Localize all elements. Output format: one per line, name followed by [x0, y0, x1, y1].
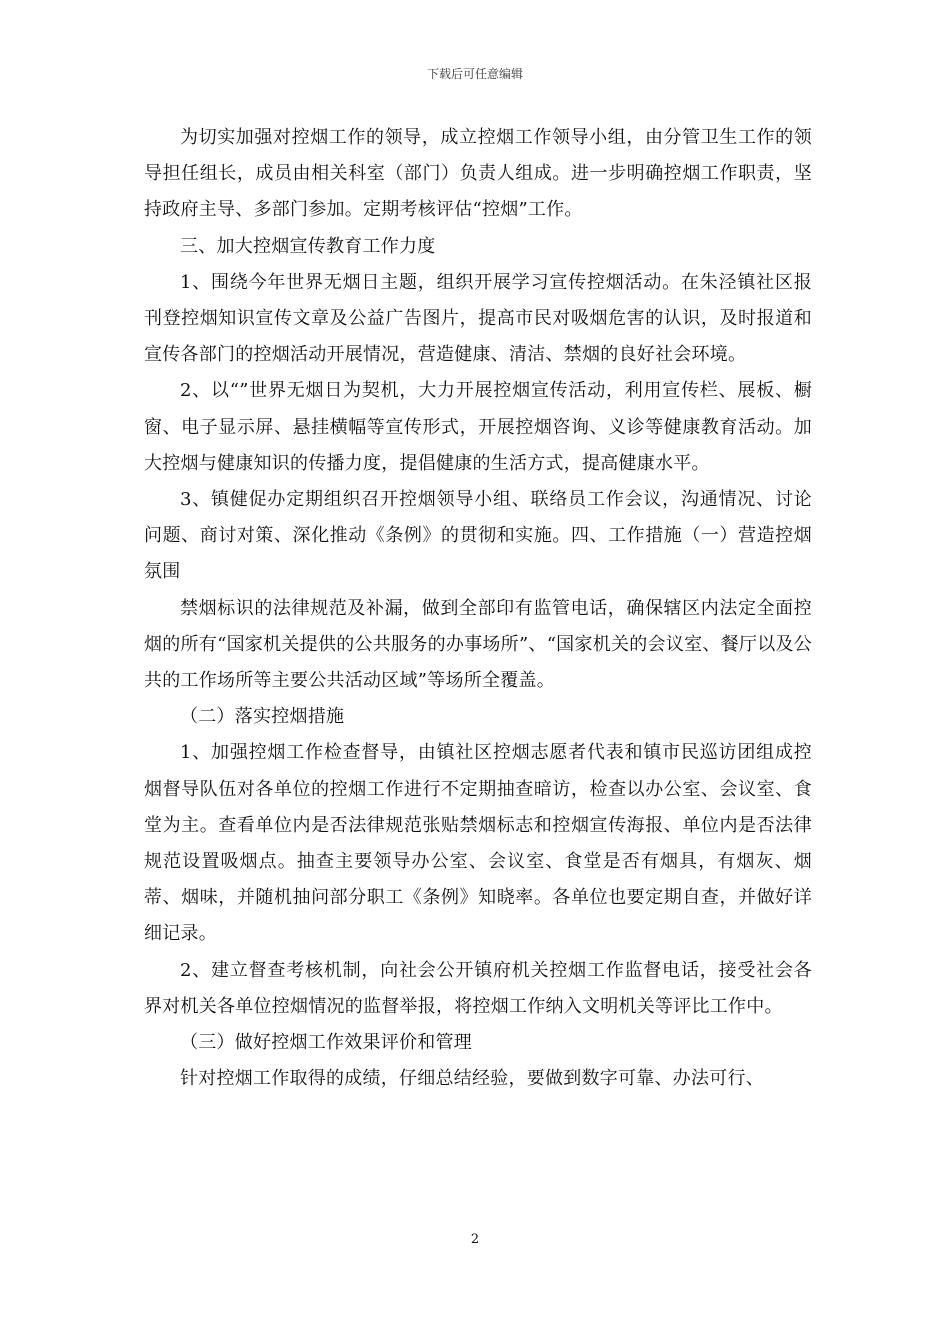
paragraph-no-smoking-signs: 禁烟标识的法律规范及补漏，做到全部印有监管电话，确保辖区内法定全面控烟的所有“国家机关提供的公共服务的办事场所”、“国家机关的会议室、餐厅以及公共的工作场所等主要公共活动区域”等场所全覆盖。: [144, 597, 812, 692]
paragraph-publicity-item-3: 3、镇健促办定期组织召开控烟领导小组、联络员工作会议，沟通情况、讨论问题、商讨对策、深化推动《条例》的贯彻和实施。四、工作措施（一）营造控烟氛围: [144, 489, 812, 583]
paragraph-measures-item-1: 1、加强控烟工作检查督导，由镇社区控烟志愿者代表和镇市民巡访团组成控烟督导队伍对各单位的控烟工作进行不定期抽查暗访，检查以办公室、会议室、食堂为主。查看单位内是否法律规范张贴禁烟标志和控烟宣传海报、单位内是否法律规范设置吸烟点。抽查主要领导办公室、会议室、食堂是否有烟具，有烟灰、烟蒂、烟味，并随机抽问部分职工《条例》知晓率。各单位也要定期自查，并做好详细记录。: [144, 742, 812, 945]
page-number: 2: [470, 1232, 480, 1247]
document-body: [144, 120, 812, 1097]
subheading-measures: （二）落实控烟措施: [180, 706, 345, 728]
section-heading-publicity: 三、加大控烟宣传教育工作力度: [180, 235, 436, 257]
paragraph-measures-item-2: 2、建立督查考核机制，向社会公开镇府机关控烟工作监督电话，接受社会各界对机关各单位控烟情况的监督举报，将控烟工作纳入文明机关等评比工作中。: [144, 959, 812, 1017]
paragraph-evaluation: 针对控烟工作取得的成绩，仔细总结经验，要做到数字可靠、办法可行、: [180, 1068, 764, 1090]
paragraph-publicity-item-1: 1、围绕今年世界无烟日主题，组织开展学习宣传控烟活动。在朱泾镇社区报刊登控烟知识宣传文章及公益广告图片，提高市民对吸烟危害的认识，及时报道和宣传各部门的控烟活动开展情况，营造健康、清洁、禁烟的良好社会环境。: [144, 271, 812, 366]
subheading-evaluation: （三）做好控烟工作效果评价和管理: [180, 1032, 472, 1054]
page-header: 下载后可任意编辑: [426, 67, 523, 81]
paragraph-leadership-group: 为切实加强对控烟工作的领导，成立控烟工作领导小组，由分管卫生工作的领导担任组长，成员由相关科室（部门）负责人组成。进一步明确控烟工作职责，坚持政府主导、多部门参加。定期考核评估“控烟”工作。: [144, 127, 812, 221]
paragraph-publicity-item-2: 2、以“”世界无烟日为契机，大力开展控烟宣传活动，利用宣传栏、展板、橱窗、电子显示屏、悬挂横幅等宣传形式，开展控烟咨询、义诊等健康教育活动。加大控烟与健康知识的传播力度，提倡健康的生活方式，提高健康水平。: [144, 380, 812, 474]
